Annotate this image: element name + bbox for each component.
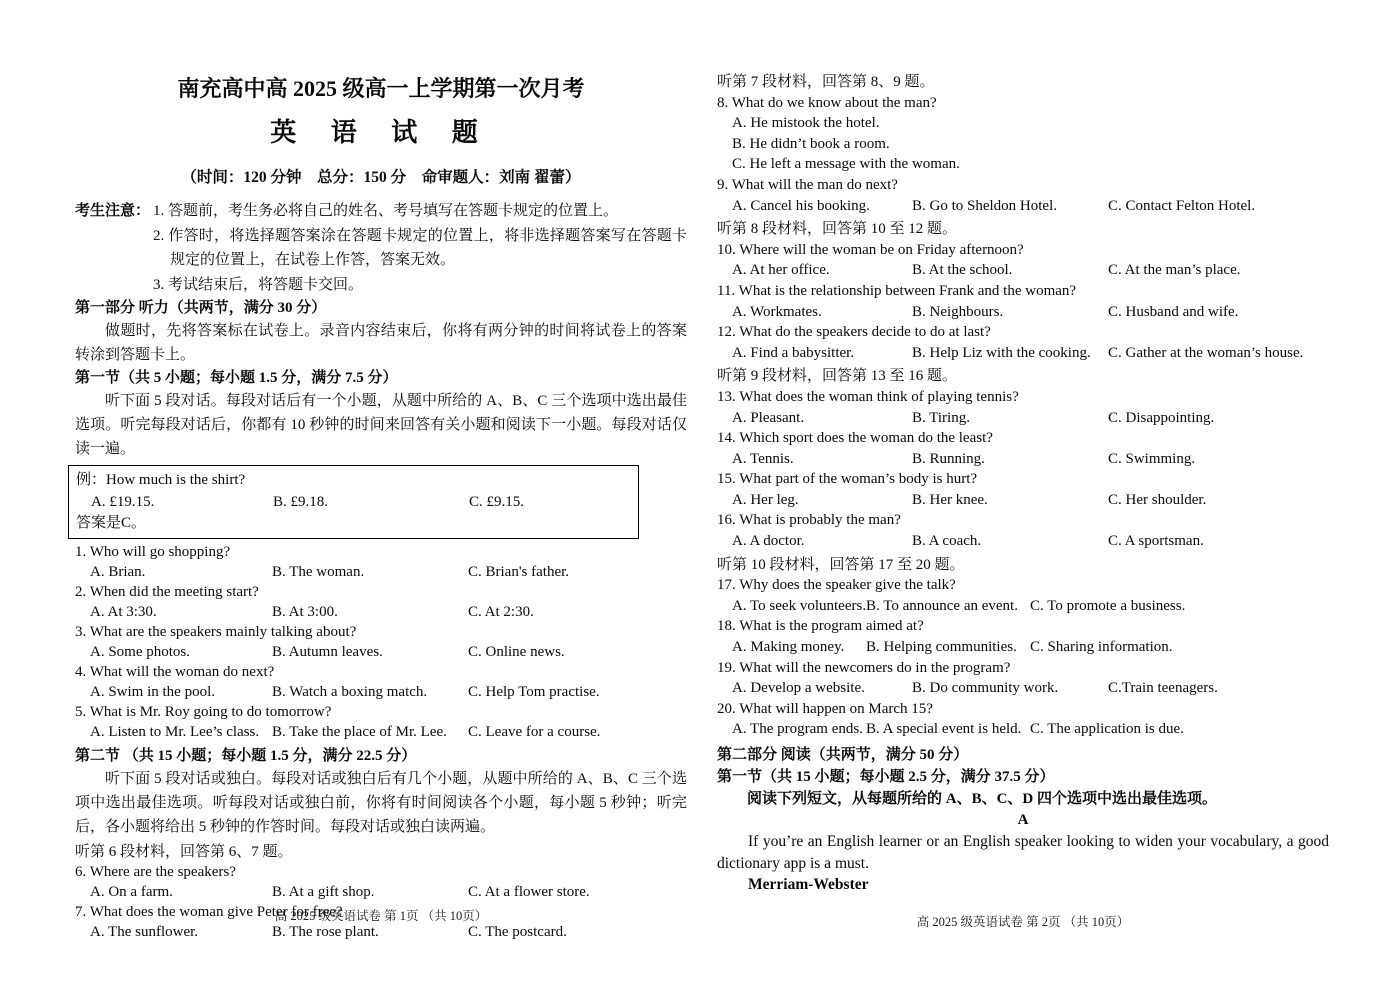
option-b: B. To announce an event. [866,597,1018,614]
question-16 [717,510,1329,551]
subject-title: 英 语 试 题 [270,118,492,147]
option-a: A. Workmates. [732,303,822,320]
option-a: A. Some photos. [90,643,191,660]
page-2-footer: 高 2025 级英语试卷 第 2页 （共 10页） [916,915,1130,929]
question-11 [717,281,1329,322]
question-14 [717,428,1329,469]
option-c: C. Gather at the woman’s house. [1108,344,1304,361]
question-2 [75,582,687,622]
option-a: A. Develop a website. [732,680,865,697]
option-a: A. On a farm. [90,883,173,900]
question-18 [717,616,1329,657]
options-row [717,302,1329,323]
question-12 [717,322,1329,363]
part1-intro: 做题时，先将答案标在试卷上。录音内容结束后，你将有两分钟的时间将试卷上的答案转涂到答题卡上。 [75,323,687,363]
option-b: B. Her knee. [912,491,988,508]
question-9 [717,175,1329,216]
candidate-notice [75,199,687,297]
question-text: 19. What will the newcomers do in the program? [717,659,1011,676]
option-c: C. Online news. [468,643,565,660]
option-b: B. Do community work. [912,680,1059,697]
option-a: A. Find a babysitter. [732,344,855,361]
option-a: A. A doctor. [732,533,805,550]
options-row [717,490,1329,511]
option-a: A. To seek volunteers. [732,597,867,614]
part2-heading: 第二部分 阅读（共两节，满分 50 分） [717,747,969,763]
option-c: C. Contact Felton Hotel. [1108,197,1256,214]
options-row [75,722,687,742]
material-10-line: 听第 10 段材料，回答第 17 至 20 题。 [717,556,965,573]
option-c: C. He left a message with the woman. [732,156,960,173]
options-row [717,408,1329,429]
question-text: 8. What do we know about the man? [717,94,937,111]
option-c: C. To promote a business. [1030,597,1186,614]
option-a: A. He mistook the hotel. [732,115,880,132]
option-b: B. The woman. [272,563,365,580]
options-row [717,260,1329,281]
question-text: 5. What is Mr. Roy going to do tomorrow? [75,703,332,720]
options-row [717,678,1329,699]
option-c: C. Disappointing. [1108,409,1215,426]
question-8 [717,93,1329,175]
option-a: A. £19.15. [91,493,155,510]
example-answer: 答案是C。 [76,515,147,531]
option-a: A. The program ends. [732,721,863,738]
options-row [75,882,687,902]
option-a: A. Her leg. [732,491,799,508]
option-c: C. Her shoulder. [1108,491,1207,508]
option-b: B. Go to Sheldon Hotel. [912,197,1057,214]
option-b: B. £9.18. [273,493,329,510]
option-c: C. Sharing information. [1030,639,1173,656]
option-b: B. Running. [912,450,985,467]
question-4 [75,662,687,702]
options-row [75,562,687,582]
part2-instructions: 阅读下列短文，从每题所给的 A、B、C、D 四个选项中选出最佳选项。 [747,791,1218,807]
question-text: 12. What do the speakers decide to do at last? [717,324,991,341]
option-c: C. The postcard. [468,923,567,940]
option-b: B. Autumn leaves. [272,643,383,660]
question-text: 3. What are the speakers mainly talking about? [75,623,357,640]
option-b: B. Tiring. [912,409,970,426]
question-text: 20. What will happen on March 15? [717,700,933,717]
page-1-column [75,76,687,942]
material-8-line: 听第 8 段材料，回答第 10 至 12 题。 [717,221,958,238]
example-options [76,492,638,514]
question-15 [717,469,1329,510]
question-3 [75,622,687,662]
option-a: A. Brian. [90,563,146,580]
page-1-footer: 高 2025 级英语试卷 第 1页 （共 10页） [274,909,488,923]
options-row [717,719,1329,740]
question-text: 18. What is the program aimed at? [717,618,924,635]
section2-desc: 听下面 5 段对话或独白。每段对话或独白后有几个小题，从题中所给的 A、B、C 三个选项中选出最佳选项。听每段对话或独白前，你将有时间阅读各个小题，每小题 5 秒钟；听完后，各小题将给出 5 秒钟的作答时间。每段对话或独白读两遍。 [75,770,687,835]
options-row [75,682,687,702]
option-b: B. Watch a boxing match. [272,683,428,700]
example-prompt: 例：How much is the shirt? [76,472,246,488]
option-b: B. Take the place of Mr. Lee. [272,723,447,740]
option-b: B. The rose plant. [272,923,379,940]
section1-desc: 听下面 5 段对话。每段对话后有一个小题，从题中所给的 A、B、C 三个选项中选出最佳选项。听完每段对话后，你都有 10 秒钟的时间来回答有关小题和阅读下一小题。每段对话仅读一遍。 [75,393,687,457]
question-text: 4. What will the woman do next? [75,663,275,680]
option-c: C. At 2:30. [468,603,534,620]
option-c: C. Leave for a course. [468,723,601,740]
option-b: B. At the school. [912,262,1013,279]
option-a: A. Pleasant. [732,409,805,426]
section2-heading: 第二节 （共 15 小题；每小题 1.5 分，满分 22.5 分） [75,747,417,764]
option-b: B. Help Liz with the cooking. [912,344,1091,361]
option-a: A. At her office. [732,262,830,279]
exam-meta-line: （时间：120 分钟 总分：150 分 命审题人：刘南 翟蕾） [181,169,581,186]
question-text: 7. What does the woman give Peter for free? [75,903,343,920]
option-c: C. Husband and wife. [1108,303,1239,320]
question-text: 16. What is probably the man? [717,512,901,529]
question-text: 6. Where are the speakers? [75,863,236,880]
options-row [75,602,687,622]
question-1 [75,542,687,582]
question-13 [717,387,1329,428]
question-text: 13. What does the woman think of playing tennis? [717,388,1019,405]
question-20 [717,699,1329,740]
question-text: 10. Where will the woman be on Friday afternoon? [717,241,1024,258]
option-c: C. The application is due. [1030,721,1184,738]
notice-label: 考生注意： [75,203,151,219]
option-b: B. Helping communities. [866,639,1017,656]
question-19 [717,658,1329,699]
option-c: C. Swimming. [1108,450,1196,467]
notice-item-2: 2. 作答时，将选择题答案涂在答题卡规定的位置上，将非选择题答案写在答题卡规定的位置上，在试卷上作答，答案无效。 [153,227,687,268]
material-7-line: 听第 7 段材料，回答第 8、9 题。 [717,74,935,90]
question-text: 11. What is the relationship between Frank and the woman? [717,282,1077,299]
option-c: C. At a flower store. [468,883,590,900]
option-a: A. The sunflower. [90,923,199,940]
question-text: 9. What will the man do next? [717,176,898,193]
question-6 [75,862,687,902]
question-text: 2. When did the meeting start? [75,583,259,600]
options-row [717,531,1329,552]
question-text: 15. What part of the woman’s body is hurt? [717,471,978,488]
options-row [717,449,1329,470]
option-c: C. A sportsman. [1108,533,1204,550]
option-c: C.Train teenagers. [1108,680,1218,697]
option-b: B. He didn’t book a room. [732,135,890,152]
option-b: B. A special event is held. [866,721,1022,738]
question-10 [717,240,1329,281]
material-9-line: 听第 9 段材料，回答第 13 至 16 题。 [717,368,958,385]
question-text: 17. Why does the speaker give the talk? [717,577,956,594]
exam-title: 南充高中高 2025 级高一上学期第一次月考 [177,76,585,101]
passage-a-label: A [1017,812,1029,828]
options-row [75,642,687,662]
notice-item-3: 3. 考试结束后，将答题卡交回。 [153,276,364,293]
material-6-line: 听第 6 段材料，回答第 6、7 题。 [75,843,293,860]
option-a: A. Cancel his booking. [732,197,870,214]
question-5 [75,702,687,742]
option-a: A. Swim in the pool. [90,683,216,700]
example-box [68,465,639,539]
options-row [717,637,1329,658]
question-text: 1. Who will go shopping? [75,543,231,560]
notice-items [153,199,687,297]
option-b: B. Neighbours. [912,303,1004,320]
passage-a-text: If you’re an English learner or an English speaker looking to widen your vocabulary, a good dictionary app is a must. [717,833,1329,872]
option-c: C. Brian's father. [468,563,570,580]
option-b: B. At 3:00. [272,603,338,620]
part2-section1-heading: 第一节（共 15 小题；每小题 2.5 分，满分 37.5 分） [717,769,1055,785]
options-row [717,596,1329,617]
options-row [717,343,1329,364]
options-row [717,196,1329,217]
option-b: B. A coach. [912,533,982,550]
option-c: C. Help Tom practise. [468,683,600,700]
option-a: A. Tennis. [732,450,794,467]
page-2-column [717,72,1329,895]
passage-a-publisher: Merriam-Webster [748,876,869,893]
option-a: A. At 3:30. [90,603,157,620]
options-row [75,922,687,942]
section1-heading: 第一节（共 5 小题；每小题 1.5 分，满分 7.5 分） [75,370,398,386]
question-text: 14. Which sport does the woman do the least? [717,430,993,447]
option-b: B. At a gift shop. [272,883,375,900]
question-17 [717,575,1329,616]
part1-heading: 第一部分 听力（共两节，满分 30 分） [75,300,327,316]
option-c: C. At the man’s place. [1108,262,1241,279]
option-c: C. £9.15. [469,493,525,510]
option-a: A. Listen to Mr. Lee’s class. [90,723,260,740]
notice-item-1: 1. 答题前，考生务必将自己的姓名、考号填写在答题卡规定的位置上。 [153,203,619,219]
option-a: A. Making money. [732,639,845,656]
